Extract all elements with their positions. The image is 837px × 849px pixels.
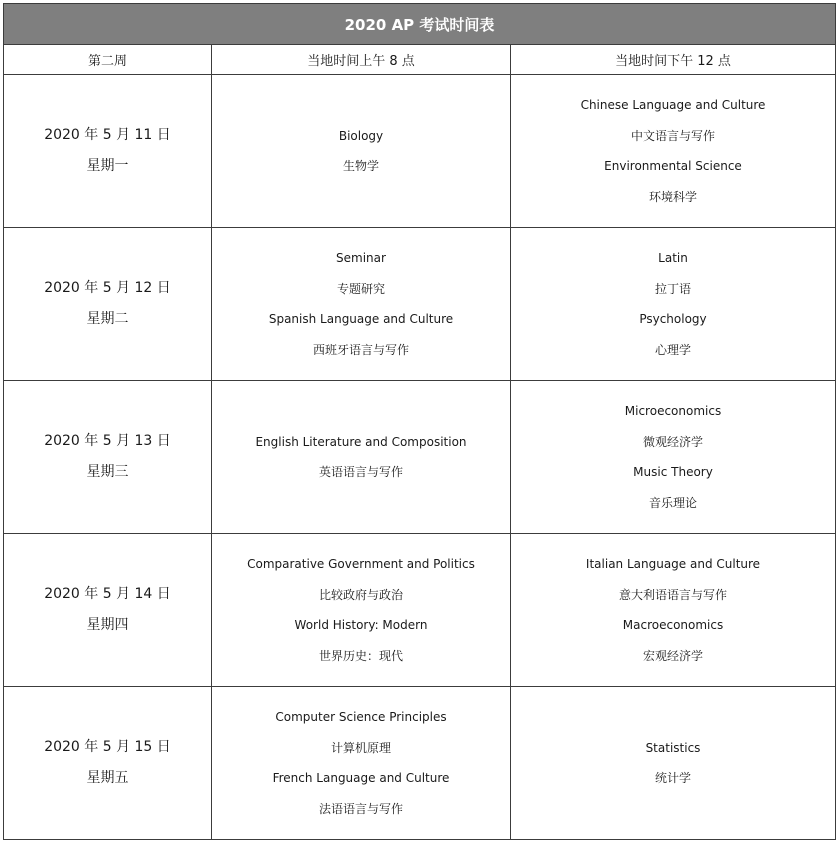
exam-name-en: Computer Science Principles [275,710,447,724]
header-morning: 当地时间上午 8 点 [212,45,511,75]
schedule-body [4,75,836,840]
table-row [4,381,836,534]
noon-exams-cell [511,75,836,228]
noon-exams-cell [511,381,836,534]
header-week: 第二周 [4,45,212,75]
exam-name-en: Microeconomics [624,404,722,418]
exam-name-zh: 环境科学 [648,189,697,204]
exam-name-en: French Language and Culture [272,771,450,785]
exam-name-en: English Literature and Composition [255,434,467,449]
exam-name-zh: 比较政府与政治 [318,587,403,602]
date-text: 2020 年 5 月 12 日 [44,280,171,296]
exam-name-en: Psychology [639,312,707,326]
exam-name-zh: 宏观经济学 [642,648,703,663]
morning-exams-cell [212,381,511,534]
exam-name-zh: 拉丁语 [654,281,691,296]
morning-exams-cell [212,75,511,228]
exam-name-en: Chinese Language and Culture [580,98,766,112]
table-row [4,75,836,228]
weekday-text: 星期三 [86,464,129,480]
exam-name-en: Environmental Science [604,159,742,173]
date-cell [4,228,212,381]
exam-name-zh: 英语语言与写作 [318,465,403,479]
title-row [4,4,836,45]
exam-name-zh: 生物学 [342,159,379,173]
exam-name-en: Latin [658,251,688,265]
morning-exams-cell [212,228,511,381]
weekday-text: 星期一 [86,158,129,174]
noon-exams-cell [511,534,836,687]
header-noon: 当地时间下午 12 点 [511,45,836,75]
morning-exams-cell [212,534,511,687]
exam-name-en: Statistics [645,740,701,755]
exam-name-zh: 心理学 [654,342,691,357]
noon-exams-cell [511,687,836,840]
date-text: 2020 年 5 月 13 日 [44,433,171,449]
exam-name-en: Spanish Language and Culture [268,312,454,326]
noon-exams-cell [511,228,836,381]
exam-name-zh: 西班牙语言与写作 [312,342,409,357]
date-cell [4,534,212,687]
exam-name-en: Macroeconomics [622,618,724,632]
date-cell [4,75,212,228]
date-text: 2020 年 5 月 14 日 [44,586,171,602]
weekday-text: 星期五 [86,770,129,786]
exam-name-en: Biology [338,128,384,143]
exam-name-en: Comparative Government and Politics [247,557,475,571]
weekday-text: 星期二 [86,311,129,327]
exam-name-zh: 中文语言与写作 [630,128,715,143]
exam-name-zh: 法语语言与写作 [318,801,403,816]
exam-name-en: World History: Modern [294,618,428,632]
weekday-text: 星期四 [86,617,129,633]
table-row [4,687,836,840]
exam-name-zh: 专题研究 [336,281,385,296]
table-title: 2020 AP 考试时间表 [4,4,836,45]
exam-name-zh: 计算机原理 [330,740,391,755]
table-row [4,534,836,687]
header-row [4,45,836,75]
exam-name-en: Seminar [336,251,386,265]
exam-name-en: Italian Language and Culture [585,557,761,571]
date-cell [4,381,212,534]
exam-name-zh: 微观经济学 [642,434,703,449]
date-text: 2020 年 5 月 11 日 [44,127,171,143]
date-cell [4,687,212,840]
table-row [4,228,836,381]
exam-name-zh: 统计学 [654,771,691,785]
exam-schedule-table [3,3,836,840]
exam-name-en: Music Theory [633,465,713,479]
exam-name-zh: 意大利语语言与写作 [618,587,727,602]
date-text: 2020 年 5 月 15 日 [44,739,171,755]
exam-name-zh: 世界历史：现代 [318,648,403,663]
morning-exams-cell [212,687,511,840]
exam-name-zh: 音乐理论 [648,495,697,510]
